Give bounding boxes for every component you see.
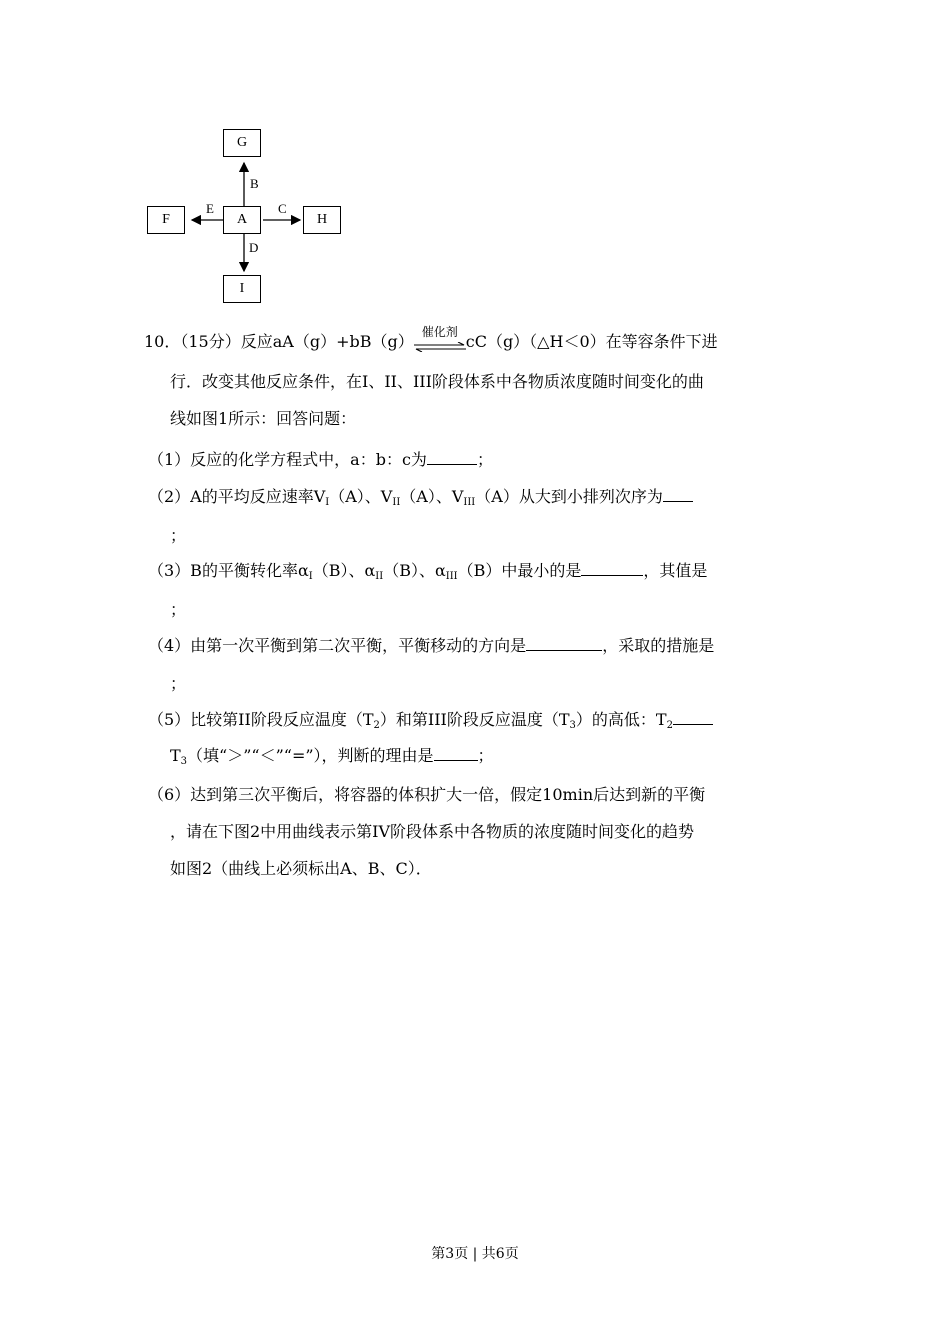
subq-6-line-3: 如图2（曲线上必须标出A、B、C）． [170,859,432,878]
node-f: F [147,206,185,234]
subq-5-line-2: $T_3$（填“＞”“＜”“=”），判断的理由是 ； [170,746,494,767]
reversible-arrow-catalyst [414,325,466,352]
node-h: H [303,206,341,234]
edge-label-e: E [206,201,214,216]
subq-4: （4）由第一次平衡到第二次平衡，平衡移动的方向是 ，采取的措施是 [148,636,715,655]
edge-label-b: B [250,176,259,191]
q10-line-3: 线如图1所示：回答问题： [170,409,357,428]
page-footer: 第3页 | 共6页 [431,1246,519,1262]
answer-blank[interactable] [581,561,643,576]
reaction-diagram [140,120,360,310]
question-number: 10． [144,332,181,351]
subq-6-line-2: ，请在下图2中用曲线表示第IV阶段体系中各物质的浓度随时间变化的趋势 [170,822,695,841]
subq-1: （1）反应的化学方程式中，a：b：c为 ； [148,450,493,469]
edge-label-d: D [249,240,259,255]
node-i: I [223,275,261,303]
node-g: G [223,129,261,157]
edge-label-c: C [278,201,287,216]
q10-line-1: 10．（15分）反应aA（g）+bB（g） 催化剂 cC（g）（△H＜0）在等容条件下进 [144,332,718,352]
answer-blank[interactable] [663,487,693,502]
subq-2: （2）A的平均反应速率$V_I(A)$、$V_{II}(A)$、$V_{III}(A)$从大到小排列次序为 [148,487,693,507]
catalyst-label: 催化剂 [421,325,458,339]
equilibrium-arrow-icon [414,342,466,352]
subq-3: （3）B的平衡转化率$\alpha_I(B)$、$\alpha_{II}(B)$、$\alpha_{III}(B)$中最小的是 ，其值是 [148,561,708,582]
q10-line-2: 行．改变其他反应条件，在I、II、III阶段体系中各物质浓度随时间变化的曲 [170,372,704,391]
subq-5: （5）比较第II阶段反应温度$(T_2)$和第III阶段反应温度$(T_3)$的高低：$T_2$ [148,710,713,730]
answer-blank[interactable] [434,746,478,761]
subq-6-line-1: （6）达到第三次平衡后，将容器的体积扩大一倍，假定10min后达到新的平衡 [148,785,706,804]
subq-2-end: ； [170,526,187,545]
subq-4-end: ； [170,674,187,693]
subq-3-end: ； [170,600,187,619]
answer-blank[interactable] [526,636,602,651]
answer-blank[interactable] [673,710,713,725]
answer-blank[interactable] [427,450,477,465]
node-a: A [223,206,261,234]
